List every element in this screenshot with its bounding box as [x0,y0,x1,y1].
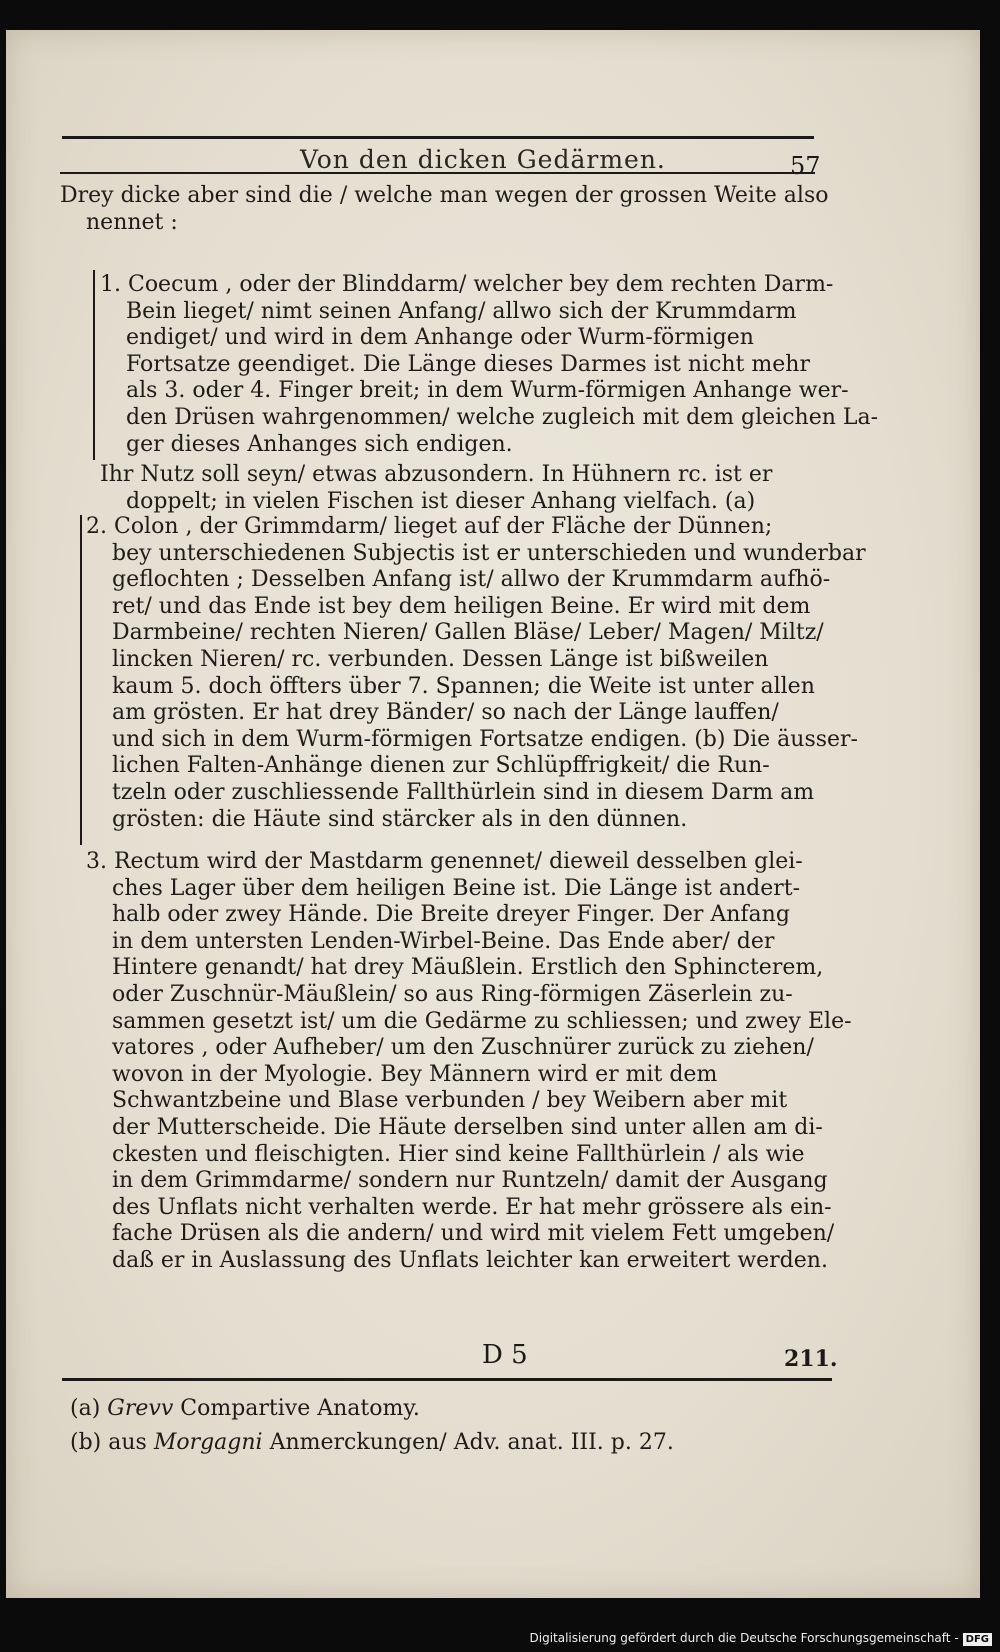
text-line: ret/ und das Ende ist bey dem heiligen Beine. Er wird mit dem [112,593,811,619]
text-line: Ihr Nutz soll seyn/ etwas abzusondern. In Hühnern rc. ist er [100,462,773,487]
footnote-text: Anmerckungen/ Adv. anat. III. p. 27. [262,1430,674,1455]
intro-line: Drey dicke aber sind die / welche man wegen der grossen Weite also [60,183,829,208]
text-line: wovon in der Myologie. Bey Männern wird er mit dem [112,1061,718,1087]
text-line: ckesten und fleischigten. Hier sind keine Fallthürlein / als wie [112,1141,805,1167]
text-line: 2. Colon , der Grimmdarm/ lieget auf der Fläche der Dünnen; [86,514,773,539]
footnote-b [70,1430,674,1455]
text-line: und sich in dem Wurm-förmigen Fortsatze endigen. (b) Die äusser- [112,726,858,752]
text-line: Hintere genandt/ hat drey Mäußlein. Erstlich den Sphincterem, [112,955,824,981]
footnote-a [70,1396,420,1421]
text-line: des Unflats nicht verhalten werde. Er hat mehr grössere als ein- [112,1194,832,1220]
text-line: als 3. oder 4. Finger breit; in dem Wurm-förmigen Anhange wer- [126,378,849,404]
intro-paragraph [60,183,829,236]
text-line: tzeln oder zuschliessende Fallthürlein sind in diesem Darm am [112,779,815,805]
text-line: lichen Falten-Anhänge dienen zur Schlüpffrigkeit/ die Run- [112,753,770,779]
text-line: ger dieses Anhanges sich endigen. [126,431,513,457]
signature-mark: D 5 [482,1340,528,1370]
text-line: am grösten. Er hat drey Bänder/ so nach der Länge lauffen/ [112,700,779,726]
footnote-mark: (a) [70,1396,101,1421]
text-line: Darmbeine/ rechten Nieren/ Gallen Bläse/ Leber/ Magen/ Miltz/ [112,620,824,646]
text-line: Fortsatze geendiget. Die Länge dieses Darmes ist nicht mehr [126,351,810,377]
text-line: halb oder zwey Hände. Die Breite dreyer Finger. Der Anfang [112,902,790,928]
footnote-author: Grevv [107,1396,174,1421]
text-line: grösten: die Häute sind stärcker als in den dünnen. [112,806,688,832]
intro-line: nennet : [86,209,178,235]
text-line: 1. Coecum , oder der Blinddarm/ welcher bey dem rechten Darm- [100,272,834,297]
text-line: geflochten ; Desselben Anfang ist/ allwo der Krummdarm aufhö- [112,567,831,593]
credit-text: Digitalisierung gefördert durch die Deutsche Forschungsgemeinschaft - [529,1631,959,1645]
text-line: den Drüsen wahrgenommen/ welche zugleich mit dem gleichen La- [126,404,879,430]
header-rule-top [62,136,814,139]
footnote-author: Morgagni [153,1430,263,1455]
text-line: daß er in Auslassung des Unflats leichter kan erweitert werden. [112,1247,828,1273]
text-line: sammen gesetzt ist/ um die Gedärme zu schliessen; und zwey Ele- [112,1008,852,1034]
section-colon [86,514,866,833]
text-line: endiget/ und wird in dem Anhange oder Wurm-förmigen [126,325,754,351]
text-line: Bein lieget/ nimt seinen Anfang/ allwo sich der Krummdarm [126,298,797,324]
text-line: fache Drüsen als die andern/ und wird mit vielem Fett umgeben/ [112,1221,835,1247]
section-bracket [80,515,82,845]
dfg-logo: DFG [963,1633,992,1646]
text-line: doppelt; in vielen Fischen ist dieser Anhang vielfach. (a) [126,488,756,514]
catch-number: 211. [784,1346,838,1372]
section-coecum-usage [100,462,772,515]
text-line: oder Zuschnür-Mäußlein/ so aus Ring-förmigen Zäserlein zu- [112,981,793,1007]
text-line: ches Lager über dem heiligen Beine ist. Die Länge ist andert- [112,875,801,901]
footnote-rule [62,1378,832,1381]
text-line: vatores , oder Aufheber/ um den Zuschnürer zurück zu ziehen/ [112,1035,814,1061]
text-line: 3. Rectum wird der Mastdarm genennet/ dieweil desselben glei- [86,849,803,874]
footnote-text: Compartive Anatomy. [173,1396,420,1421]
text-line: Schwantzbeine und Blase verbunden / bey Weibern aber mit [112,1088,788,1114]
funding-credit [530,1631,993,1646]
text-line: in dem Grimmdarme/ sondern nur Runtzeln/ damit der Ausgang [112,1168,828,1194]
footnote-prefix: aus [101,1430,154,1455]
section-bracket [93,270,95,460]
running-head: Von den dicken Gedärmen. [300,145,666,174]
text-line: kaum 5. doch öffters über 7. Spannen; die Weite ist unter allen [112,673,815,699]
text-line: bey unterschiedenen Subjectis ist er unterschieden und wunderbar [112,540,866,566]
text-line: der Mutterscheide. Die Häute derselben sind unter allen am di- [112,1114,823,1140]
section-coecum [100,272,878,458]
text-line: in dem untersten Lenden-Wirbel-Beine. Das Ende aber/ der [112,928,775,954]
page-number: 57 [790,152,821,180]
text-line: lincken Nieren/ rc. verbunden. Dessen Länge ist bißweilen [112,646,769,672]
footnote-mark: (b) [70,1430,102,1455]
section-rectum [86,849,852,1275]
